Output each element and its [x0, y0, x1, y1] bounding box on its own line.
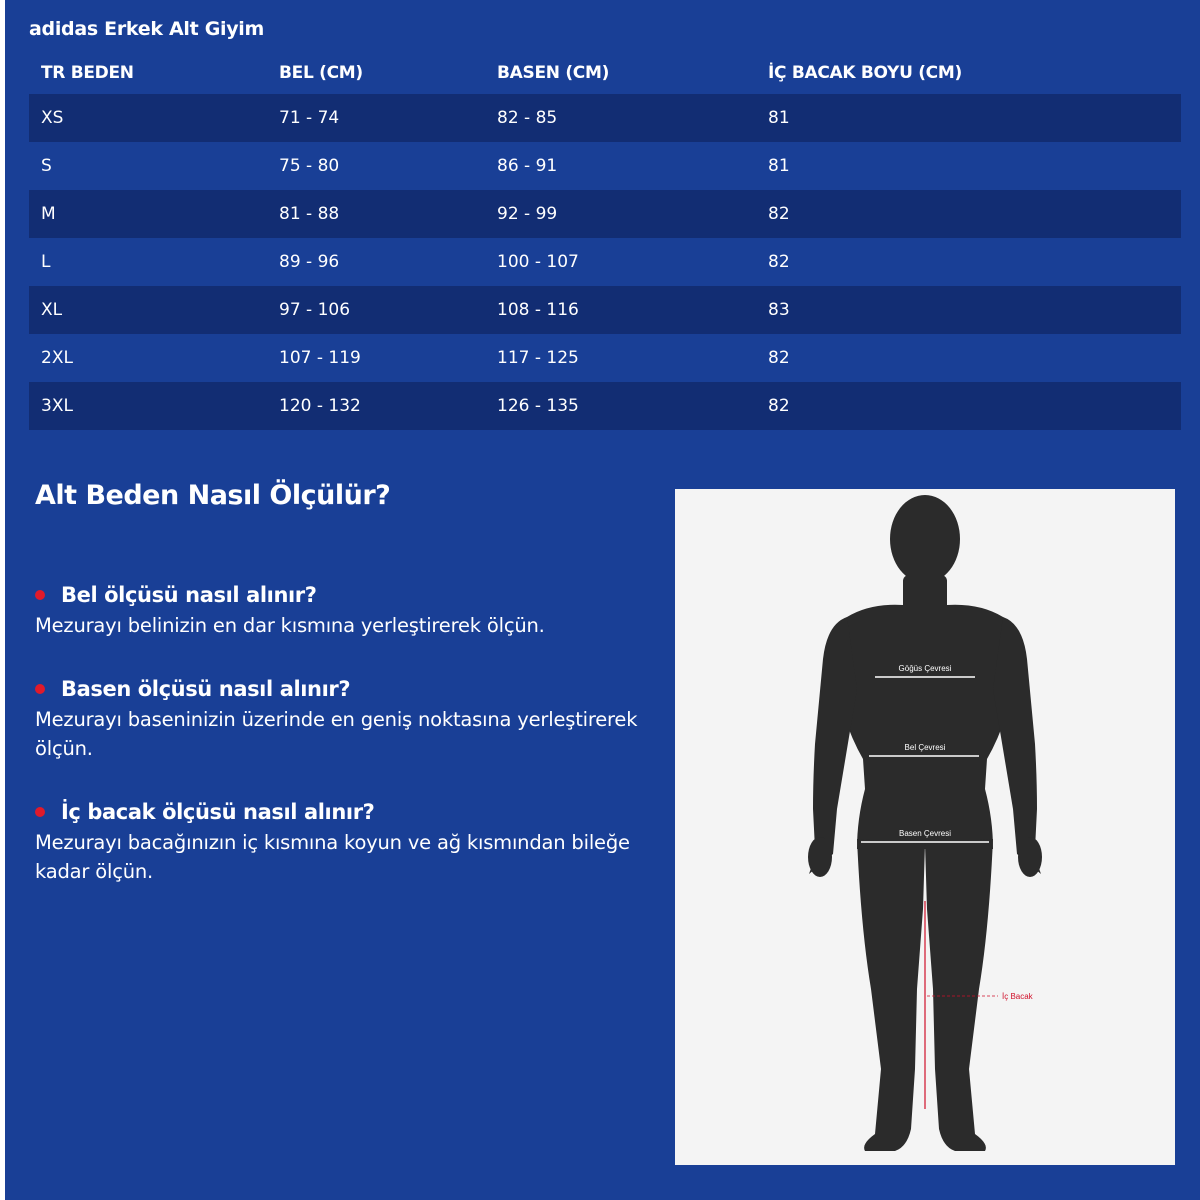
chart-title: adidas Erkek Alt Giyim: [29, 18, 265, 40]
waist-label: Bel Çevresi: [904, 743, 946, 752]
faq-question: Bel ölçüsü nasıl alınır?: [61, 583, 317, 607]
faq-question: İç bacak ölçüsü nasıl alınır?: [61, 800, 375, 824]
header-bel: BEL (CM): [279, 63, 363, 83]
size-cell: M: [41, 204, 56, 224]
size-cell: XS: [41, 108, 64, 128]
size-table: [29, 52, 1181, 430]
hip-label: Basen Çevresi: [898, 829, 952, 838]
chest-label: Göğüs Çevresi: [898, 664, 952, 673]
waist-cell: 81 - 88: [279, 204, 340, 224]
inseam-cell: 82: [768, 348, 790, 368]
inseam-cell: 83: [768, 300, 790, 320]
header-basen: BASEN (CM): [497, 63, 610, 83]
waist-cell: 71 - 74: [279, 108, 340, 128]
body-figure-panel: [675, 489, 1175, 1165]
inseam-cell: 82: [768, 204, 790, 224]
table-row: [29, 382, 1181, 430]
inseam-cell: 82: [768, 396, 790, 416]
inseam-cell: 81: [768, 108, 790, 128]
size-cell: 2XL: [41, 348, 73, 368]
size-cell: S: [41, 156, 52, 176]
hip-cell: 92 - 99: [497, 204, 558, 224]
faq-item-inseam: [35, 800, 675, 886]
table-row: [29, 94, 1181, 142]
faq-answer: Mezurayı baseninizin üzerinde en geniş noktasına yerleştirerek ölçün.: [35, 708, 638, 760]
bullet-icon: [35, 684, 45, 694]
how-to-measure-title: Alt Beden Nasıl Ölçülür?: [35, 480, 391, 511]
table-row: [29, 334, 1181, 382]
waist-cell: 107 - 119: [279, 348, 361, 368]
body-silhouette-illustration: [675, 489, 1175, 1165]
waist-cell: 120 - 132: [279, 396, 361, 416]
inseam-cell: 81: [768, 156, 790, 176]
table-row: [29, 142, 1181, 190]
faq-item-hip: [35, 677, 675, 763]
faq-answer: Mezurayı belinizin en dar kısmına yerleştirerek ölçün.: [35, 614, 545, 637]
faq-item-waist: [35, 583, 675, 640]
size-cell: L: [41, 252, 51, 272]
size-cell: 3XL: [41, 396, 73, 416]
hip-cell: 100 - 107: [497, 252, 579, 272]
faq-answer: Mezurayı bacağınızın iç kısmına koyun ve ağ kısmından bileğe kadar ölçün.: [35, 831, 630, 883]
faq-question: Basen ölçüsü nasıl alınır?: [61, 677, 351, 701]
table-header-row: [29, 52, 1181, 94]
hip-cell: 86 - 91: [497, 156, 558, 176]
waist-cell: 75 - 80: [279, 156, 340, 176]
hip-cell: 82 - 85: [497, 108, 558, 128]
size-cell: XL: [41, 300, 63, 320]
header-tr-beden: TR BEDEN: [41, 63, 134, 83]
inseam-label: İç Bacak: [1002, 992, 1033, 1001]
table-row: [29, 286, 1181, 334]
waist-cell: 89 - 96: [279, 252, 340, 272]
bullet-icon: [35, 590, 45, 600]
inseam-cell: 82: [768, 252, 790, 272]
left-edge-strip: [0, 0, 5, 1200]
table-row: [29, 238, 1181, 286]
hip-cell: 117 - 125: [497, 348, 579, 368]
waist-cell: 97 - 106: [279, 300, 351, 320]
bullet-icon: [35, 807, 45, 817]
table-row: [29, 190, 1181, 238]
hip-cell: 108 - 116: [497, 300, 579, 320]
hip-cell: 126 - 135: [497, 396, 579, 416]
header-ic-bacak: İÇ BACAK BOYU (CM): [768, 63, 962, 83]
